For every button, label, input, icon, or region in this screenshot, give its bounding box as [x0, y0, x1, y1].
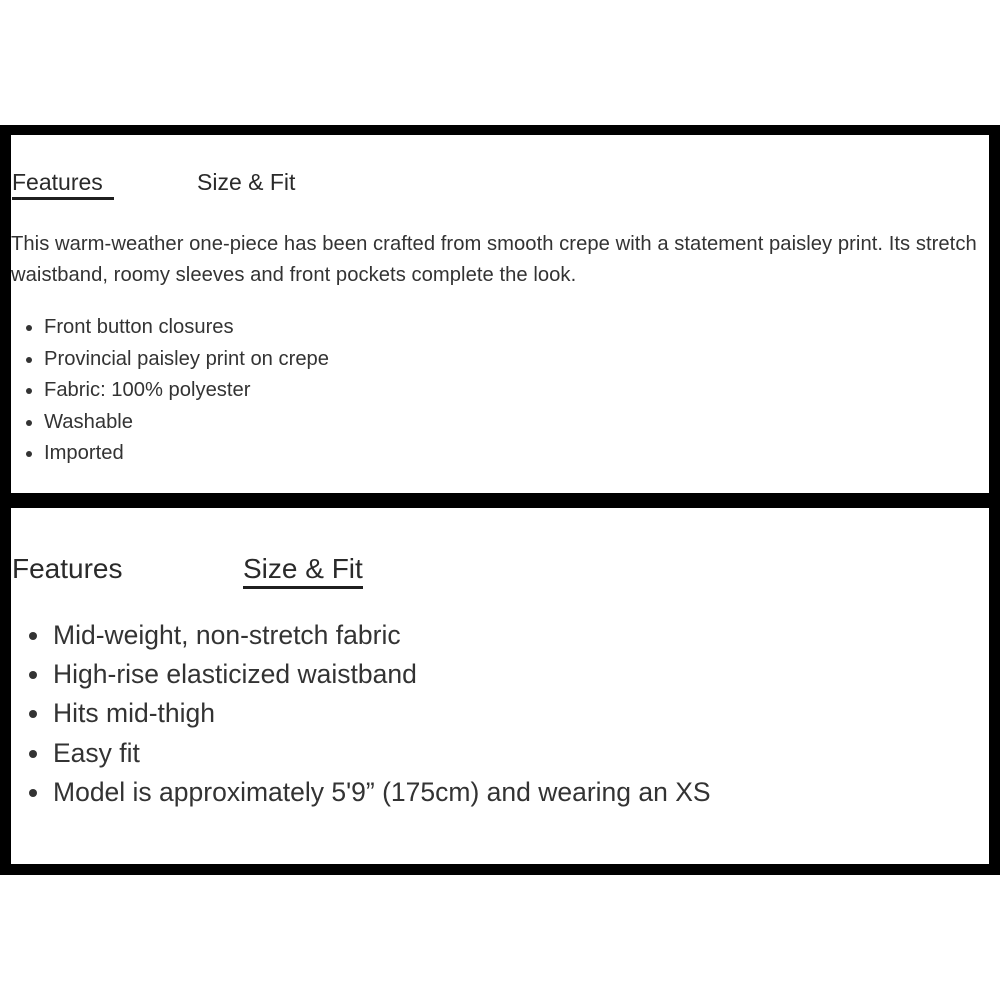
list-item-text: Model is approximately 5'9” (175cm) and wearing an XS [53, 776, 711, 807]
bullet-icon [26, 388, 32, 394]
list-item-text: Washable [44, 410, 134, 433]
bullet-icon [29, 789, 37, 797]
list-item [25, 407, 329, 439]
product-description: This warm-weather one-piece has been crafted from smooth crepe with a statement paisley print. Its stretch waistband, roomy sleeves and front pockets complete the look. [11, 233, 977, 286]
list-item [27, 694, 711, 733]
features-list [25, 312, 329, 470]
tab-features[interactable]: Features [12, 169, 114, 200]
list-item-text: Imported [44, 442, 124, 464]
bullet-icon [26, 325, 32, 331]
tab-bar [12, 553, 363, 589]
tab-size-fit[interactable]: Size & Fit [197, 169, 296, 195]
list-item [25, 375, 329, 407]
list-item [27, 616, 711, 655]
list-item [27, 655, 711, 694]
bullet-icon [29, 632, 37, 640]
list-item-text: Mid-weight, non-stretch fabric [53, 620, 401, 650]
bullet-icon [29, 710, 37, 718]
tab-bar [12, 169, 295, 200]
size-fit-panel [11, 508, 989, 864]
list-item [27, 734, 711, 773]
bullet-icon [26, 357, 32, 363]
bullet-icon [26, 420, 32, 426]
list-item-text: Front button closures [44, 316, 234, 338]
list-item [25, 344, 329, 376]
bullet-icon [29, 750, 37, 758]
bullet-icon [29, 671, 37, 679]
list-item [25, 312, 329, 344]
features-panel [11, 135, 989, 493]
bullet-icon [26, 451, 32, 457]
list-item-text: Fabric: 100% polyester [44, 379, 251, 401]
tab-size-fit[interactable]: Size & Fit [243, 553, 363, 589]
size-fit-list [27, 616, 711, 812]
tab-features[interactable]: Features [12, 553, 123, 584]
list-item [25, 438, 329, 470]
list-item-text: High-rise elasticized waistband [53, 659, 417, 690]
list-item [27, 773, 711, 812]
list-item-text: Provincial paisley print on crepe [44, 347, 330, 370]
list-item-text: Hits mid-thigh [53, 698, 215, 729]
list-item-text: Easy fit [53, 737, 140, 768]
